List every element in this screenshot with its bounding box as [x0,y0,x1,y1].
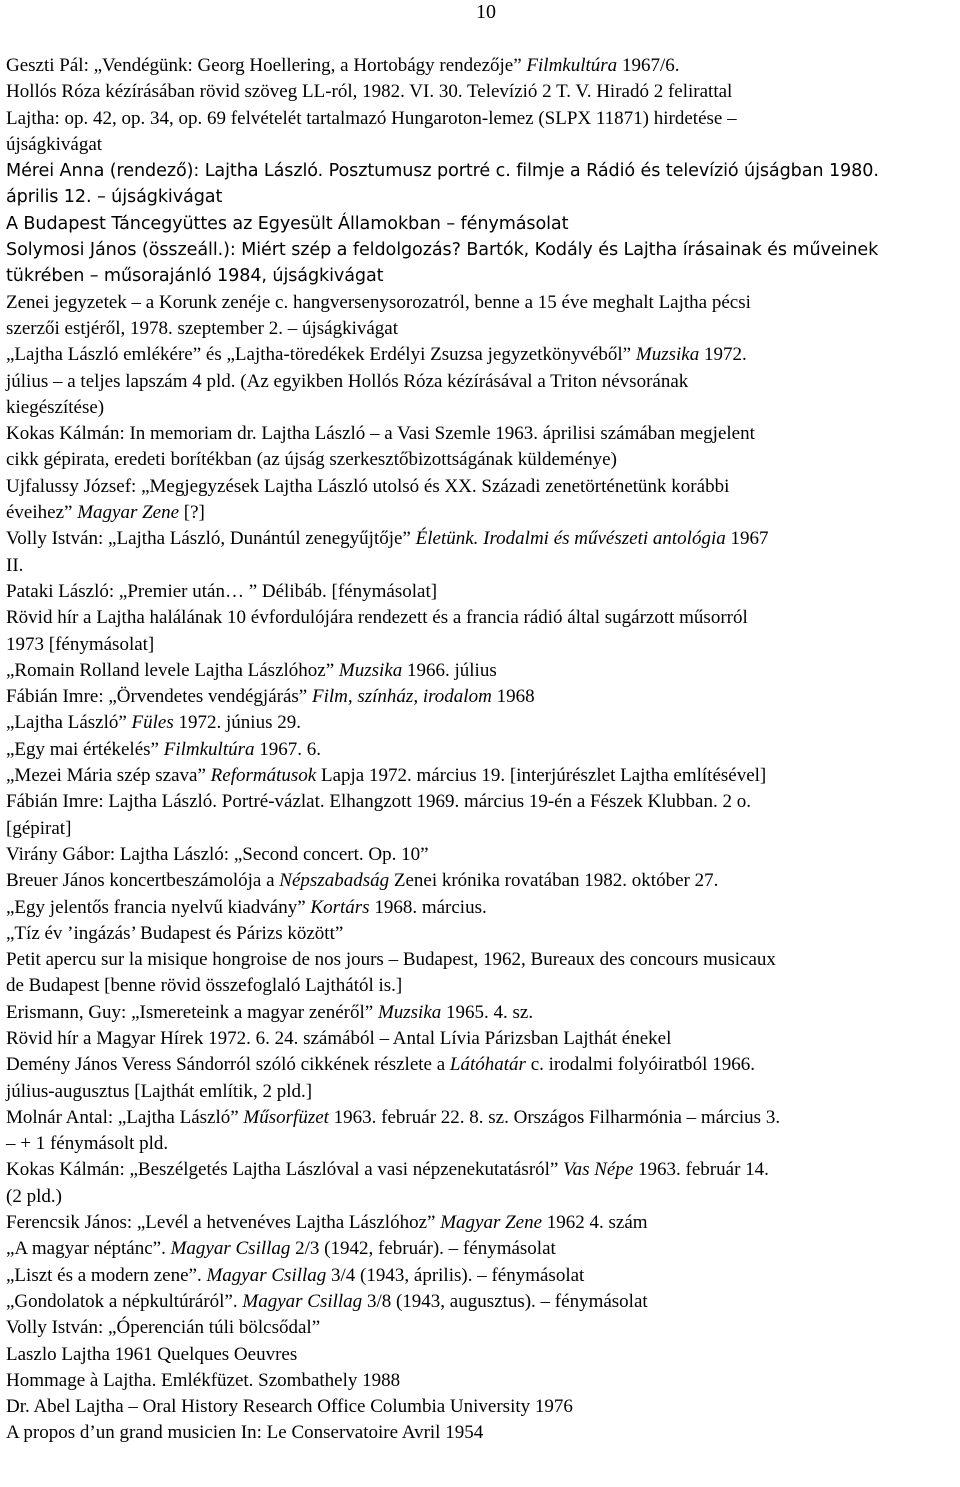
entry-line [6,1052,956,1078]
publication-title: Film, színház, irodalom [311,686,492,708]
entry-text: „Romain Rolland levele Lajtha Lászlóhoz” [6,659,339,681]
bibliography-entry [6,421,956,474]
publication-title: Muzsika [377,1001,442,1023]
entry-text: Laszlo Lajtha 1961 Quelques Oeuvres [6,1343,298,1365]
entry-line [6,579,956,605]
bibliography-entry [6,1315,956,1341]
entry-text: Breuer János koncertbeszámolója a [6,870,280,892]
entry-text: Volly István: „Lajtha László, Dunántúl zenegyűjtője” [6,528,416,550]
entry-line [6,316,956,342]
entry-text: április 12. – újságkivágat [6,187,223,208]
entry-text: Virány Gábor: Lajtha László: „Second concert. Op. 10” [6,843,429,865]
bibliography-entry [6,237,956,290]
entry-line [6,421,956,447]
entry-line [6,1184,956,1210]
entry-text: c. irodalmi folyóiratból 1966. [525,1054,755,1076]
bibliography-entry [6,342,956,421]
entry-line [6,1079,956,1105]
entry-text: Zenei jegyzetek – a Korunk zenéje c. hangversenysorozatról, benne a 15 éve meghalt Lajtha pécsi [6,291,751,313]
bibliography-entry [6,658,956,684]
entry-line [6,1342,956,1368]
entry-text: [?] [179,502,205,524]
bibliography-entry [6,737,956,763]
entry-text: újságkivágat [6,133,103,155]
bibliography-entry [6,106,956,159]
publication-title: Filmkultúra [163,738,255,760]
publication-title: Magyar Csillag [242,1290,363,1312]
entry-line [6,1315,956,1341]
entry-line [6,1236,956,1262]
entry-text: – + 1 fénymásolt pld. [6,1133,169,1155]
entry-line [6,842,956,868]
entry-text: Zenei krónika rovatában 1982. október 27. [389,870,719,892]
publication-title: Műsorfüzet [243,1106,329,1128]
entry-text: Kokas Kálmán: In memoriam dr. Lajtha László – a Vasi Szemle 1963. áprilisi számában megjelent [6,423,755,445]
entry-line [6,106,956,132]
entry-text: 1963. február 14. [633,1159,769,1181]
entry-text: Dr. Abel Lajtha – Oral History Research Office Columbia University 1976 [6,1396,573,1418]
entry-line [6,947,956,973]
entry-text: 1967 [725,528,769,550]
bibliography-entry [6,1157,956,1210]
entry-line [6,1157,956,1183]
entry-text: Mérei Anna (rendező): Lajtha László. Posztumusz portré c. filmje a Rádió és televízió újságban 1980. [6,161,879,182]
bibliography-entry [6,789,956,842]
entry-text: július – a teljes lapszám 4 pld. (Az egyikben Hollós Róza kézírásával a Triton névsorának [6,370,689,392]
entry-text: kiegészítése) [6,396,105,418]
publication-title: Muzsika [338,659,403,681]
bibliography-entry [6,1368,956,1394]
entry-text: Volly István: „Óperencián túli bölcsődal” [6,1317,321,1339]
entry-line [6,395,956,421]
entry-text: Petit apercu sur la misique hongroise de nos jours – Budapest, 1962, Bureaux des concours musicaux [6,949,776,971]
entry-line [6,1289,956,1315]
entry-line [6,1368,956,1394]
bibliography-entry [6,53,956,79]
entry-text: Fábián Imre: Lajtha László. Portré-vázlat. Elhangzott 1969. március 19-én a Fészek Klubban. 2 o. [6,791,751,813]
entry-text: „Lajtha László” [6,712,132,734]
entry-line [6,737,956,763]
entry-line [6,447,956,473]
bibliography-entry [6,579,956,605]
bibliography-entry [6,1105,956,1158]
publication-title: Muzsika [635,344,700,366]
bibliography-entry [6,290,956,343]
entry-text: de Budapest [benne rövid összefoglaló Lajthától is.] [6,975,403,997]
publication-title: Filmkultúra [526,55,618,76]
entry-line [6,1263,956,1289]
entry-line [6,132,956,158]
bibliography-entry [6,79,956,105]
bibliography-entry [6,211,956,237]
publication-title: Kortárs [310,896,370,918]
publication-title: Magyar Zene [77,502,180,524]
publication-title: Népszabadság [279,870,390,892]
entry-line [6,290,956,316]
bibliography-entry [6,842,956,868]
entry-text: Kokas Kálmán: „Beszélgetés Lajtha Lászlóval a vasi népzenekutatásról” [6,1159,564,1181]
bibliography-entry [6,763,956,789]
entry-text: Hommage à Lajtha. Emlékfüzet. Szombathely 1988 [6,1369,401,1391]
entry-line [6,710,956,736]
entry-text: Lajtha: op. 42, op. 34, op. 69 felvételét tartalmazó Hungaroton-lemez (SLPX 11871) hirdetése – [6,107,737,129]
entry-line [6,500,956,526]
entry-line [6,553,956,579]
entry-text: 1973 [fénymásolat] [6,633,155,655]
entry-text: „Egy mai értékelés” [6,738,164,760]
bibliography-entry [6,710,956,736]
entry-line [6,79,956,105]
publication-title: Magyar Csillag [170,1238,291,1260]
entry-text: A propos d’un grand musicien In: Le Conservatoire Avril 1954 [6,1422,484,1444]
entry-line [6,263,956,289]
entry-text: Ferencsik János: „Levél a hetvenéves Lajtha Lászlóhoz” [6,1212,441,1234]
bibliography-entry [6,1026,956,1052]
entry-text: „Mezei Mária szép szava” [6,765,211,787]
entry-text: július-augusztus [Lajthát említik, 2 pld.] [6,1080,313,1102]
entry-line [6,1210,956,1236]
entry-line [6,895,956,921]
bibliography-entry [6,868,956,894]
entry-text: tükrében – műsorajánló 1984, újságkivágat [6,266,384,287]
entry-line [6,369,956,395]
entry-line [6,1000,956,1026]
entry-line [6,605,956,631]
publication-title: Magyar Zene [440,1212,543,1234]
entry-text: „Tíz év ’ingázás’ Budapest és Párizs között” [6,922,344,944]
bibliography-entry [6,1052,956,1105]
entry-text: Demény János Veress Sándorról szóló cikkének részlete a [6,1054,450,1076]
entry-text: cikk gépirata, eredeti borítékban (az újság szerkesztőbizottságának küldeménye) [6,449,617,471]
entry-text: „Gondolatok a népkultúráról”. [6,1290,243,1312]
bibliography-entry [6,1210,956,1236]
entry-text: 1968. március. [369,896,487,918]
bibliography-entry [6,605,956,658]
entry-text: 1966. július [402,659,497,681]
entry-text: „Liszt és a modern zene”. [6,1264,207,1286]
entry-line [6,973,956,999]
entry-line [6,53,956,79]
entry-text: 2/3 (1942, február). – fénymásolat [290,1238,556,1260]
entry-text: 3/8 (1943, augusztus). – fénymásolat [362,1290,648,1312]
entry-line [6,474,956,500]
bibliography-entry [6,1394,956,1420]
entry-text: „A magyar néptánc”. [6,1238,171,1260]
publication-title: Füles [131,712,174,734]
entry-text: szerzői estjéről, 1978. szeptember 2. – újságkivágat [6,317,399,339]
entry-text: 1968 [491,686,535,708]
entry-text: Pataki László: „Premier után… ” Délibáb. [fénymásolat] [6,580,438,602]
bibliography-entry [6,474,956,527]
entry-line [6,632,956,658]
bibliography-entry [6,1263,956,1289]
entry-text: „Lajtha László emlékére” és „Lajtha-töredékek Erdélyi Zsuzsa jegyzetkönyvéből” [6,344,636,366]
entry-text: Lapja 1972. március 19. [interjúrészlet Lajtha említésével] [316,765,767,787]
entry-text: Geszti Pál: „Vendégünk: Georg Hoellering, a Hortobágy rendezője” [6,55,527,76]
entry-text: 3/4 (1943, április). – fénymásolat [326,1264,585,1286]
entry-line [6,1394,956,1420]
page-number: 10 [476,1,496,23]
entry-text: Molnár Antal: „Lajtha László” [6,1106,244,1128]
entry-line [6,816,956,842]
entry-line [6,1105,956,1131]
entry-line [6,526,956,552]
bibliography-entry [6,1342,956,1368]
publication-title: Reformátusok [210,765,317,787]
entry-line [6,789,956,815]
entry-text: „Egy jelentős francia nyelvű kiadvány” [6,896,311,918]
entry-text: A Budapest Táncegyüttes az Egyesült Államokban – fénymásolat [6,213,569,234]
publication-title: Vas Népe [563,1159,634,1181]
entry-line [6,658,956,684]
publication-title: Életünk. Irodalmi és művészeti antológia [415,528,726,550]
entry-line [6,158,956,184]
entry-line [6,342,956,368]
entry-line [6,684,956,710]
entry-line [6,237,956,263]
bibliography-entry [6,1420,956,1446]
entry-text: II. [6,554,24,576]
entry-text: 1972. június 29. [173,712,301,734]
entry-text: Rövid hír a Magyar Hírek 1972. 6. 24. számából – Antal Lívia Párizsban Lajthát énekel [6,1027,672,1049]
entry-text: Erismann, Guy: „Ismereteink a magyar zenéről” [6,1001,378,1023]
entry-line [6,211,956,237]
bibliography-list [6,53,956,1447]
entry-line [6,184,956,210]
entry-line [6,763,956,789]
bibliography-entry [6,895,956,921]
bibliography-entry [6,1289,956,1315]
entry-line [6,1420,956,1446]
bibliography-entry [6,526,956,579]
entry-text: Fábián Imre: „Örvendetes vendégjárás” [6,686,312,708]
entry-line [6,1026,956,1052]
bibliography-entry [6,921,956,947]
entry-text: Rövid hír a Lajtha halálának 10 évfordulójára rendezett és a francia rádió által sugárzott műsorról [6,607,748,629]
entry-text: Hollós Róza kézírásában rövid szöveg LL-ról, 1982. VI. 30. Televízió 2 T. V. Hiradó 2 felirattal [6,81,733,103]
publication-title: Látóhatár [449,1054,526,1076]
bibliography-entry [6,1000,956,1026]
entry-text: 1972. [699,344,747,366]
publication-title: Magyar Csillag [206,1264,327,1286]
entry-text: (2 pld.) [6,1185,62,1207]
entry-line [6,921,956,947]
entry-text: Ujfalussy József: „Megjegyzések Lajtha László utolsó és XX. Századi zenetörténetünk korábbi [6,475,730,497]
entry-text: 1967/6. [617,55,680,76]
bibliography-entry [6,684,956,710]
entry-line [6,1131,956,1157]
bibliography-entry [6,158,956,211]
entry-line [6,868,956,894]
entry-text: 1965. 4. sz. [441,1001,534,1023]
entry-text: Solymosi János (összeáll.): Miért szép a feldolgozás? Bartók, Kodály és Lajtha írásainak és műveinek [6,240,879,261]
entry-text: 1962 4. szám [542,1212,648,1234]
entry-text: éveihez” [6,502,78,524]
entry-text: 1963. február 22. 8. sz. Országos Filharmónia – március 3. [328,1106,781,1128]
bibliography-entry [6,1236,956,1262]
entry-text: [gépirat] [6,817,72,839]
bibliography-entry [6,947,956,1000]
entry-text: 1967. 6. [254,738,322,760]
